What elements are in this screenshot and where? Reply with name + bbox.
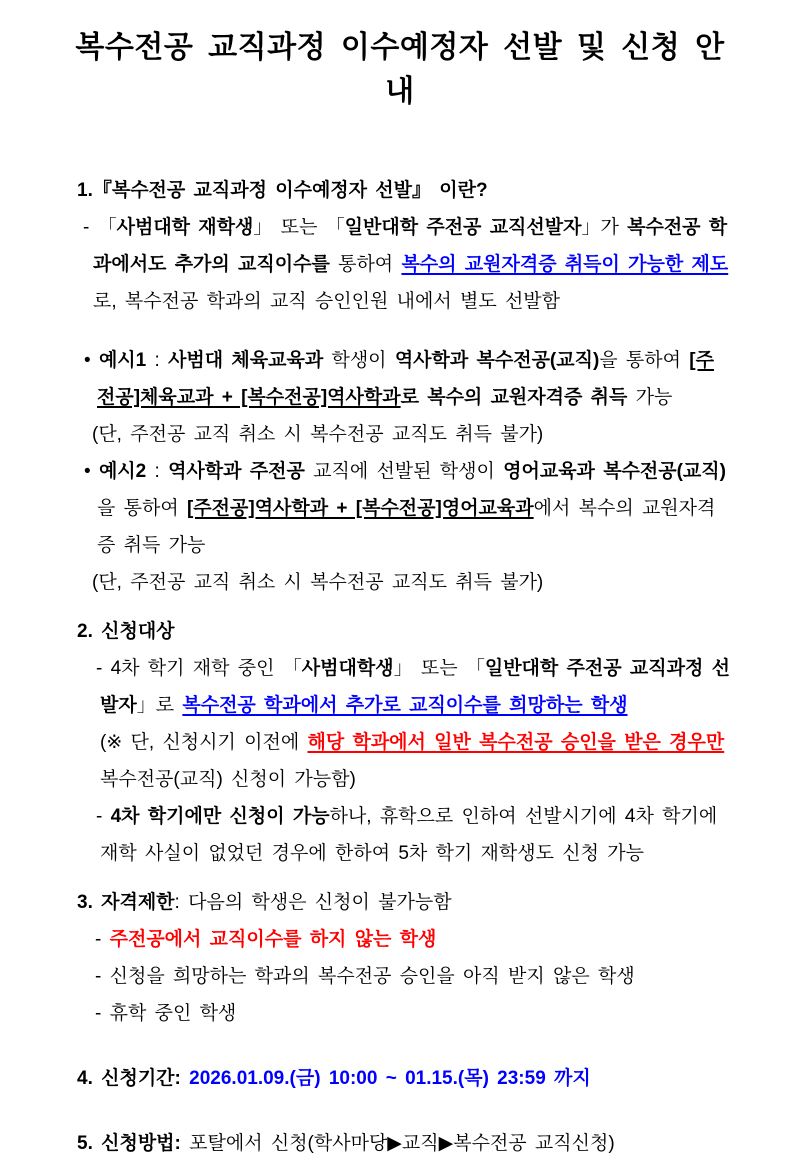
text-segment: 4. 신청기간: bbox=[77, 1068, 190, 1089]
text-segment: 2026.01.09.(금) 10:00 ~ 01.15.(목) 23:59 까지 bbox=[189, 1068, 591, 1089]
text-segment: [주전공]체육교과 + [복수전공]역사학과 bbox=[97, 350, 714, 408]
example2-note bbox=[0, 564, 730, 601]
text-segment: • bbox=[84, 350, 99, 371]
text-segment: 」가 bbox=[581, 217, 628, 238]
text-segment: • bbox=[84, 461, 99, 482]
document-title: 복수전공 교직과정 이수예정자 선발 및 신청 안내 bbox=[75, 31, 725, 108]
example1 bbox=[0, 342, 730, 416]
section2-approval-note bbox=[0, 724, 733, 798]
text-segment: 사범대학생 bbox=[301, 658, 394, 679]
text-segment: - 신청을 희망하는 학과의 복수전공 승인을 아직 받지 않은 학생 bbox=[95, 966, 635, 987]
text-segment: (단, 주전공 교직 취소 시 복수전공 교직도 취득 불가) bbox=[92, 572, 544, 593]
text-segment: 4차 학기에만 신청이 가능 bbox=[110, 806, 330, 827]
section1-heading bbox=[0, 172, 730, 209]
text-segment: 로, 복수전공 학과의 교직 승인인원 내에서 별도 선발함 bbox=[93, 291, 561, 312]
text-segment: 」로 bbox=[136, 695, 183, 716]
text-segment: 일반대학 주전공 교직과정 선발자 bbox=[100, 658, 730, 716]
text-segment: 에서 복수의 교원자격증 취득 가능 bbox=[97, 498, 716, 556]
text-segment: 복수전공 학과에서도 추가의 교직이수를 bbox=[93, 217, 728, 275]
text-segment: : bbox=[146, 461, 169, 482]
example1-note bbox=[0, 416, 730, 453]
section1-intro bbox=[0, 209, 730, 320]
text-segment: 학생이 bbox=[323, 350, 395, 371]
section2-heading bbox=[0, 613, 730, 650]
text-segment: 교직에 선발된 학생이 bbox=[304, 461, 504, 482]
text-segment: 사범대학 재학생 bbox=[116, 217, 254, 238]
text-segment: 복수전공 학과에서 추가로 교직이수를 희망하는 학생 bbox=[182, 695, 628, 716]
text-segment: 가능 bbox=[627, 387, 673, 408]
text-segment: 역사학과 주전공 bbox=[168, 461, 305, 482]
text-segment: 사범대 체육교육과 bbox=[168, 350, 324, 371]
section3-heading bbox=[0, 884, 730, 921]
text-segment: 하나, 휴학으로 인하여 선발시기에 4차 학기에 재학 사실이 없었던 경우에 한하여 5차 학기 재학생도 신청 가능 bbox=[100, 806, 726, 864]
text-segment: 복수전공(교직) 신청이 가능함) bbox=[100, 732, 733, 790]
text-segment: [주전공]역사학과 + [복수전공]영어교육과 bbox=[186, 498, 534, 519]
text-segment: 주전공에서 교직이수를 하지 않는 학생 bbox=[109, 929, 437, 950]
text-segment: 로 복수의 교원자격증 취득 bbox=[400, 387, 628, 408]
section4-period-line bbox=[0, 1060, 730, 1097]
text-segment: 일반대학 주전공 교직선발자 bbox=[344, 217, 582, 238]
section3-restriction-3 bbox=[0, 995, 730, 1032]
text-segment: 을 통하여 bbox=[97, 498, 187, 519]
text-segment: 포탈에서 신청(학사마당▶교직▶복수전공 교직신청) bbox=[189, 1133, 615, 1154]
text-segment: 예시1 bbox=[98, 350, 147, 371]
text-segment: 」 또는 「 bbox=[253, 217, 345, 238]
text-segment: 」 또는 「 bbox=[393, 658, 485, 679]
section2-target-item bbox=[0, 650, 730, 724]
section3-restriction-1 bbox=[0, 921, 730, 958]
text-segment: 1.『복수전공 교직과정 이수예정자 선발』 이란? bbox=[77, 180, 488, 201]
text-segment: 5. 신청방법: bbox=[77, 1133, 190, 1154]
text-segment: - bbox=[95, 929, 110, 950]
text-segment: : bbox=[146, 350, 169, 371]
example2 bbox=[0, 453, 730, 564]
text-segment: : 다음의 학생은 신청이 불가능함 bbox=[174, 892, 452, 913]
text-segment: 통하여 bbox=[329, 254, 402, 275]
text-segment: 2. 신청대상 bbox=[77, 621, 175, 642]
text-segment: - 4차 학기 재학 중인 「 bbox=[96, 658, 302, 679]
text-segment: 해당 학과에서 일반 복수전공 승인을 받은 경우만 bbox=[307, 732, 725, 753]
text-segment: - bbox=[96, 806, 111, 827]
text-segment: 예시2 bbox=[98, 461, 147, 482]
section2-semester-item bbox=[0, 798, 730, 872]
text-segment: 복수의 교원자격증 취득이 가능한 제도 bbox=[401, 254, 729, 275]
text-segment: 영어교육과 복수전공(교직) bbox=[503, 461, 726, 482]
text-segment: 을 통하여 bbox=[599, 350, 690, 371]
text-segment: (단, 주전공 교직 취소 시 복수전공 교직도 취득 불가) bbox=[92, 424, 544, 445]
text-segment: 역사학과 복수전공(교직) bbox=[394, 350, 600, 371]
text-segment: (※ 단, 신청시기 이전에 bbox=[100, 732, 308, 753]
text-segment: - 휴학 중인 학생 bbox=[95, 1003, 237, 1024]
section3-restriction-2 bbox=[0, 958, 730, 995]
text-segment: - 「 bbox=[83, 217, 117, 238]
text-segment: 3. 자격제한 bbox=[77, 892, 175, 913]
